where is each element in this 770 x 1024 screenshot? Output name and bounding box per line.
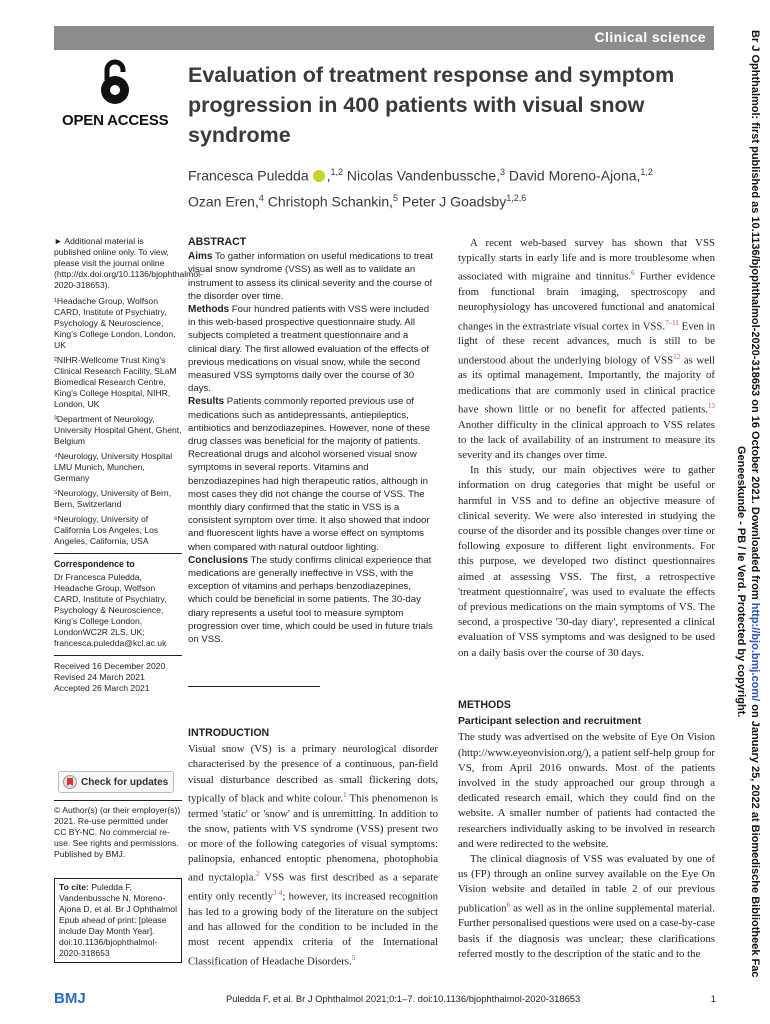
author-name[interactable]: David Moreno-Ajona, (505, 167, 641, 184)
page-footer (54, 990, 716, 1010)
correspondence-text[interactable]: Dr Francesca Puledda, Headache Group, Wolfson CARD, Institute of Psychiatry, Psychology & Neuroscience, King's College London, LondonWC2R 2LS, UK; francesca.puledda@kcl.ac.uk (54, 572, 167, 648)
citation-box (54, 878, 182, 963)
affiliation: ¹Headache Group, Wolfson CARD, Institute of Psychiatry, Psychology & Neuroscience, King's College London, London, UK (54, 296, 176, 350)
affiliation: ⁵Neurology, University of Bern, Bern, Switzerland (54, 488, 172, 509)
methods-text: Four hundred patients with VSS were included in this web-based prospective questionnaire study. All subjects completed a treatment questionnaire and a clinical diary. The first allowed evaluation of the effects of previous medications on visual snow, while the second measured VSS symptoms daily over the course of 30 days. (188, 304, 430, 395)
reference-link[interactable]: 12 (673, 352, 681, 361)
abstract (188, 236, 438, 646)
abstract-methods (188, 303, 438, 395)
affiliation-sup: 1,2 (330, 167, 344, 177)
methods-subheading: Participant selection and recruitment (458, 716, 642, 728)
crossmark-icon (63, 775, 77, 789)
affiliation-sup: 1,2,6 (506, 192, 527, 203)
author-name[interactable]: Ozan Eren, (188, 193, 259, 210)
affiliations (54, 296, 182, 547)
copyright-notice: © Author(s) (or their employer(s)) 2021. Re-use permitted under CC BY-NC. No commercial re-use. See rights and permissions. Published by BMJ. (54, 800, 182, 860)
abstract-results (188, 395, 438, 553)
additional-material-note[interactable]: ► Additional material is published online only. To view, please visit the journal online (http://dx.doi.org/10.1136/bjophthalmol-2020-318653). (54, 236, 203, 290)
received-date: Received 16 December 2020 (54, 661, 166, 671)
accepted-date: Accepted 26 March 2021 (54, 683, 150, 693)
author-name[interactable]: Peter J Goadsby (398, 193, 507, 210)
open-lock-icon (95, 58, 135, 106)
abstract-heading: ABSTRACT (188, 236, 247, 248)
aims-label: Aims (188, 251, 213, 263)
affiliation: ²NIHR-Wellcome Trust King's Clinical Research Facility, SLaM Biomedical Research Centre, King's College Hospital, NIHR, London, UK (54, 355, 177, 409)
aims-text: To gather information on useful medications to treat visual snow syndrome (VSS) as well as to validate an instrument to assess its clinical severity and the course of the disorder over time. (188, 251, 434, 302)
conclusions-label: Conclusions (188, 554, 249, 566)
cite-label: To cite: (59, 882, 89, 892)
body-paragraph: In this study, our main objectives were to gather information on drug categories that might be useful or harmful in VSS and to define an objective measure of clinical severity. We were also interested in studying the course of the disorder and its possible changes over time or following exposure to different light environments. For this purpose, we developed two distinct questionnaires aimed at assessing VSS. The first, a retrospective 'treatment questionnaire', was used to evaluate the effects of previous medications on the main symptoms of VS. The second, a prospective '30-day diary', represented a clinical evaluation of VSS symptoms and was designed to be used on a daily basis over the course of 30 days. (458, 464, 715, 659)
abstract-divider (188, 686, 320, 687)
results-text: Patients commonly reported previous use of medications such as antidepressants, antiepileptics, antibiotics and benzodiazepines. However, none of these drug classes was beneficial for the majority of patients. Recreational drugs and alcohol worsened visual snow symptoms in several reports. Vitamins and benzodiazepines had high therapeutic ratios, although in most cases they did not change the course of VSS. The monthly diary confirmed that the static in VSS is a consistent symptom over time. It also showed that indoor and fluorescent lights have a worse effect on symptoms when compared with natural outdoor lighting. (188, 396, 431, 553)
introduction-continued (458, 236, 715, 661)
bmj-logo: BMJ (54, 990, 86, 1007)
stamp-text: Geneeskunde - PB / Ie Verd. Protected by copyright. (735, 446, 747, 718)
check-for-updates-button[interactable] (58, 771, 174, 793)
stamp-text: Br J Ophthalmol: first published as 10.1136/bjophthalmol-2020-318653 on 16 October 2021. Downloaded from (749, 30, 761, 603)
check-updates-label: Check for updates (81, 776, 169, 788)
reference-link[interactable]: 2 (256, 870, 260, 879)
article-title: Evaluation of treatment response and symptom progression in 400 patients with visual snow syndrome (188, 63, 675, 147)
footer-citation: Puledda F, et al. Br J Ophthalmol 2021;0:1–7. doi:10.1136/bjophthalmol-2020-318653 (226, 993, 581, 1004)
introduction-heading: INTRODUCTION (188, 727, 270, 739)
affiliation: ⁴Neurology, University Hospital LMU Munich, Munchen, Germany (54, 451, 173, 483)
methods-label: Methods (188, 304, 230, 316)
body-paragraph: The clinical diagnosis of VSS was evaluated by one of us (FP) through an online survey available on the Eye On Vision website and detailed in table 2 of our previous publication$^6$ as well as in the online supplemental material. Further personalised questions were used on a case-by-case basis if the diagnosis was unclear; these clarifications referred mostly to the description of the static and to the (458, 853, 715, 960)
open-access-logo (62, 58, 172, 129)
revised-date: Revised 24 March 2021 (54, 672, 145, 682)
section-header-bar (54, 26, 714, 50)
affiliation: ³Department of Neurology, University Hospital Ghent, Ghent, Belgium (54, 414, 182, 446)
introduction-paragraph: Visual snow (VS) is a primary neurological disorder characterised by the presence of a continuous, pan-field visual disturbance described as small flickering dots, typically of black and white colour.$^1$ This phenomenon is termed 'static' or 'snow' and is unremitting. In addition to the snow, patients with VS syndrome (VSS) present two or more of the following categories of visual symptoms: palinopsia, enhanced entoptic phenomena, photophobia and nyctalopia.$^2$ VSS was first described as a separate entity only recently$^{3 4}$; however, its increased recognition has led to a growing body of the literature on the subject and has allowed for the condition to be included in the most recent appendix criteria of the International Classification of Headache Disorders.$^5$ (188, 743, 439, 968)
introduction-section (188, 726, 438, 969)
abstract-conclusions (188, 554, 438, 646)
author-name[interactable]: Francesca Puledda (188, 167, 309, 184)
reference-link[interactable]: 6 (631, 269, 635, 278)
download-stamp (718, 30, 762, 1020)
results-label: Results (188, 396, 225, 408)
page-number: 1 (710, 993, 716, 1004)
cite-text: Puledda F, Vandenbussche N, Moreno-Ajona D, et al. Br J Ophthalmol Epub ahead of print: [please include Day Month Year]. doi:10.1136/bjophthalmol-2020-318653 (59, 882, 177, 958)
reference-link[interactable]: 13 (708, 401, 715, 410)
stamp-link[interactable]: http://bjo.bmj.com/ (749, 602, 761, 702)
correspondence-block (54, 553, 182, 649)
reference-link[interactable]: 1 (343, 790, 347, 799)
reference-link[interactable]: 7–11 (665, 318, 679, 327)
author-list: Francesca Puledda ,$^{1,2}$ Nicolas Vandenbussche,$^3$ David Moreno-Ajona,$^{1,2}$ Ozan Eren,$^4$ Christoph Schankin,$^5$ Peter J Goadsby$^{1,2,6}$ (188, 167, 653, 210)
stamp-text: on January 25, 2022 at Biomedische Bibliotheek Fac (749, 701, 761, 978)
affiliation-sup: 3 (500, 167, 506, 177)
dates-block (54, 655, 182, 694)
affiliation-sup: 1,2 (640, 167, 653, 177)
section-label: Clinical science (594, 29, 706, 45)
affiliation: ⁶Neurology, University of California Los Angeles, Los Angeles, California, USA (54, 514, 159, 546)
author-name[interactable]: Christoph Schankin, (263, 193, 394, 210)
reference-link[interactable]: 5 (351, 953, 356, 962)
author-name[interactable]: Nicolas Vandenbussche, (343, 167, 500, 184)
reference-link[interactable]: 3 4 (273, 889, 283, 898)
methods-section (458, 698, 715, 962)
conclusions-text: The study confirms clinical experience that medications are generally ineffective in VSS, with the exception of vitamins and perhaps benzodiazepines, which could be beneficial in some patients. The 30-day diary represents a useful tool to measure symptom progression over time, which could be used in future trials on VSS. (188, 554, 433, 646)
correspondence-heading: Correspondence to (54, 559, 135, 569)
methods-heading: METHODS (458, 699, 511, 711)
affiliation-sup: 4 (258, 192, 264, 203)
body-paragraph: The study was advertised on the website of Eye On Vision (http://www.eyeonvision.org/), a patient self-help group for VS, from April 2016 onwards. Most of the patients involved in the study approached our group through a dedicated research email, which they could find on the website. A smaller number of patients had contacted the researchers individually asking to be involved in research and were redirected to the website. (458, 731, 715, 850)
abstract-aims (188, 250, 438, 303)
orcid-icon[interactable] (313, 170, 325, 182)
open-access-text: OPEN ACCESS (62, 112, 169, 129)
affiliation-sup: 5 (393, 192, 399, 203)
reference-link[interactable]: 6 (506, 900, 511, 909)
body-paragraph: A recent web-based survey has shown that VSS typically starts in early life and is more troublesome when associated with migraine and tinnitus.$^6$ Further evidence from functional brain imaging, spectroscopy and neurophysiology has uncovered functional and anatomical changes in the extrastriate visual cortex in VSS.$^{7-11}$ Even in light of these recent advances, much is still to be understood about the underlying biology of VSS$^{12}$ as well as its optimal management. Importantly, the majority of medications that are commonly used in clinical practice have shown little or no benefit for affected patients.$^{13}$ Another difficulty in the clinical approach to VSS relates to the lack of availability of an instrument to measure its severity and its changes over time. (458, 237, 716, 462)
